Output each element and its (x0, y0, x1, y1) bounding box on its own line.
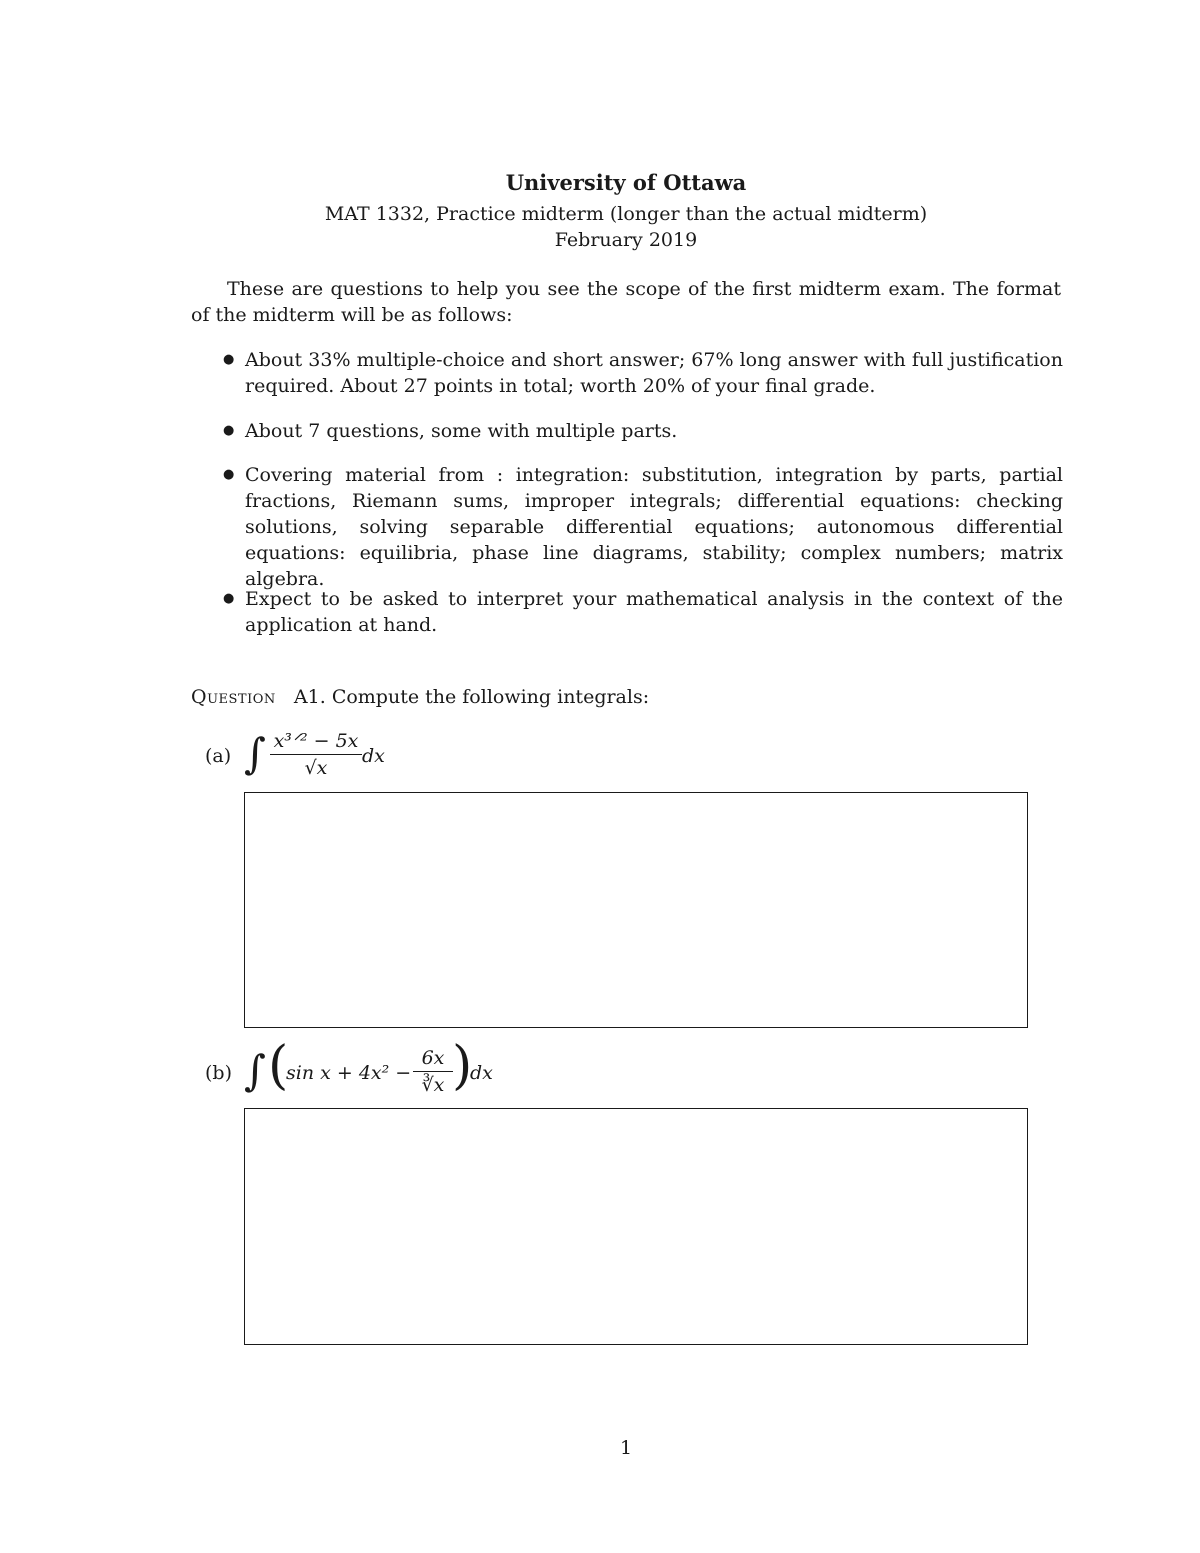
answer-box-a[interactable] (244, 792, 1028, 1028)
bullet-dot-icon: ● (223, 591, 235, 606)
bullet-text: About 7 questions, some with multiple parts. (245, 420, 678, 442)
question-number: A1. (293, 686, 326, 708)
bullet-text: Covering material from : integration: substitution, integration by parts, partial fractions, Riemann sums, improper integrals; differential equations: checking solutions, solving separable differential equations; autonomous differential equations: equilibria, phase line diagrams, stability; complex numbers; matrix algebra. (245, 464, 1063, 590)
integral-sign-icon: ∫ (244, 1046, 266, 1095)
part-b-differential: dx (470, 1062, 493, 1084)
fraction-b-denominator: ∛x (421, 1074, 445, 1096)
question-heading (191, 684, 649, 710)
answer-box-b[interactable] (244, 1108, 1028, 1345)
bullet-dot-icon: ● (223, 467, 235, 482)
fraction-a-numerator: x³ᐟ² − 5x (273, 730, 359, 752)
fraction-b (413, 1045, 453, 1098)
page-number: 1 (619, 1437, 633, 1459)
bullet-text: About 33% multiple-choice and short answer; 67% long answer with full justification required. About 27 points in total; worth 20% of your final grade. (245, 349, 1063, 397)
bullet-item (223, 586, 1063, 638)
bullet-item (223, 418, 1063, 444)
part-a-label: (a) (205, 745, 232, 767)
intro-paragraph: These are questions to help you see the scope of the first midterm exam. The format of the midterm will be as follows: (191, 278, 1061, 326)
bullet-dot-icon: ● (223, 352, 235, 367)
bullet-item (223, 462, 1063, 592)
doc-title: University of Ottawa (505, 170, 747, 195)
integral-sign-icon: ∫ (244, 729, 266, 778)
fraction-a (270, 728, 362, 781)
bullet-dot-icon: ● (223, 423, 235, 438)
question-prompt: Compute the following integrals: (331, 686, 650, 708)
question-label: Question (191, 686, 276, 708)
bullet-item (223, 347, 1063, 399)
fraction-b-numerator: 6x (421, 1047, 445, 1069)
left-paren-icon: ( (268, 1036, 289, 1096)
part-b-expression: sin x + 4x² − (286, 1062, 412, 1084)
fraction-a-denominator: √x (304, 757, 328, 779)
doc-date: February 2019 (554, 229, 698, 251)
doc-subtitle: MAT 1332, Practice midterm (longer than the actual midterm) (324, 203, 928, 225)
part-b-label: (b) (205, 1062, 232, 1084)
right-paren-icon: ) (452, 1036, 473, 1096)
bullet-text: Expect to be asked to interpret your mathematical analysis in the context of the application at hand. (245, 588, 1063, 636)
part-a-differential: dx (362, 745, 385, 767)
